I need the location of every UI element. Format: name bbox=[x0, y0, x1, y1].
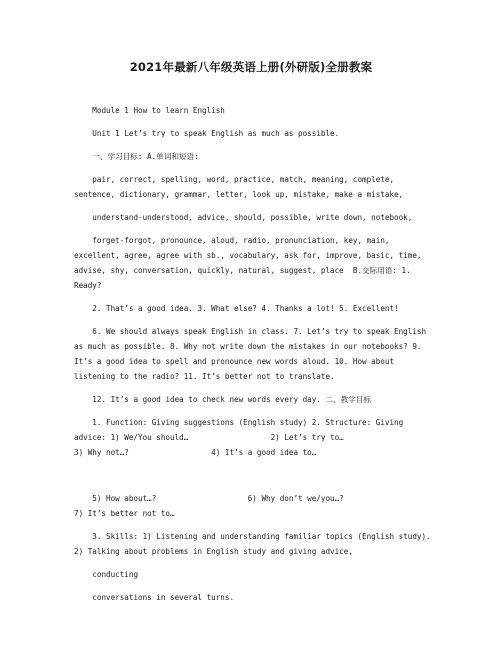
skills-line: conversations in several turns. bbox=[74, 593, 235, 602]
skills-line: 2) Talking about problems in English study and giving advice, bbox=[74, 547, 353, 556]
section-heading-objectives: 一、学习目标: A.单词和短语: bbox=[74, 152, 199, 161]
skills-line: conducting bbox=[74, 570, 139, 579]
phrase-line: 12. It’s a good idea to check new words every day. 二、教学目标 bbox=[74, 395, 372, 404]
structure-line: advice: 1) We/You should… 2) Let’s try to… bbox=[74, 433, 344, 442]
structure-line: 5) How about…? 6) Why don’t we/you…? bbox=[74, 494, 344, 503]
module-heading: Module 1 How to learn English bbox=[74, 106, 225, 115]
phrase-line: 2. That’s a good idea. 3. What else? 4. Thanks a lot! 5. Excellent! bbox=[74, 304, 399, 313]
vocab-line: excellent, agree, agree with sb., vocabulary, ask for, improve, basic, time, bbox=[74, 251, 422, 260]
structure-line: 7) It’s better not to… bbox=[74, 509, 175, 518]
vocab-line: forget-forgot, pronounce, aloud, radio, pronunciation, key, main, bbox=[74, 236, 390, 245]
phrase-line: as much as possible. 8. Why not write down the mistakes in our notebooks? 9. bbox=[74, 342, 422, 351]
vocab-line: advise, shy, conversation, quickly, natural, suggest, place B.交际用语: 1. bbox=[74, 266, 411, 275]
vocab-line: Ready? bbox=[74, 281, 102, 290]
structure-line: 3) Why not…? 4) It’s a good idea to… bbox=[74, 448, 317, 457]
phrase-line: It’s a good idea to spell and pronounce new words aloud. 10. How about bbox=[74, 357, 395, 366]
document-title: 2021年最新八年级英语上册(外研版)全册教案 bbox=[129, 60, 373, 74]
vocab-line: pair, correct, spelling, word, practice, match, meaning, complete, bbox=[74, 175, 395, 184]
vocab-line: sentence, dictionary, grammar, letter, look up, mistake, make a mistake, bbox=[74, 190, 404, 199]
vocab-line: understand-understood, advice, should, possible, write down, notebook, bbox=[74, 213, 413, 222]
function-line: 1. Function: Giving suggestions (English study) 2. Structure: Giving bbox=[74, 418, 404, 427]
unit-heading: Unit 1 Let’s try to speak English as much as possible. bbox=[74, 129, 340, 138]
phrase-line: 6. We should always speak English in class. 7. Let’s try to speak English bbox=[74, 327, 427, 336]
skills-line: 3. Skills: 1) Listening and understanding familiar topics (English study). bbox=[74, 532, 431, 541]
phrase-line: listening to the radio? 11. It’s better not to translate. bbox=[74, 372, 335, 381]
